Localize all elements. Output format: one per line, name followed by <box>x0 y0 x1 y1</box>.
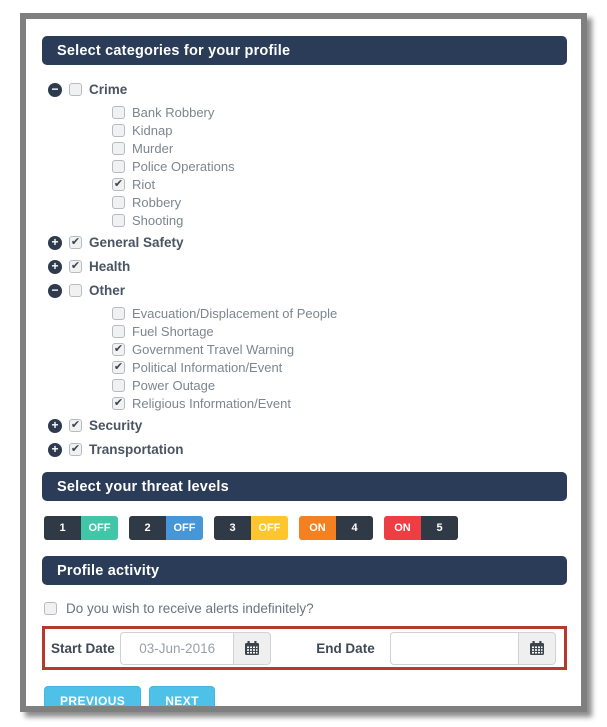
subcategory-row <box>112 123 567 137</box>
threat-level-state: ON <box>299 516 336 540</box>
subcategory-label: Political Information/Event <box>132 359 283 375</box>
subcategory-label: Murder <box>132 140 174 156</box>
subcategory-label: Police Operations <box>132 158 235 174</box>
category-checkbox[interactable]: ✔ <box>70 443 81 455</box>
threat-level-toggle-1[interactable] <box>44 516 118 540</box>
threat-level-toggles <box>44 516 567 540</box>
subcategory-checkbox[interactable]: ✔ <box>113 396 124 409</box>
start-date-label: Start Date <box>51 640 115 656</box>
categories-section-header <box>42 36 567 65</box>
indefinite-alerts-row <box>44 601 567 616</box>
threat-level-state: OFF <box>251 516 288 540</box>
threat-level-number: 2 <box>129 516 166 540</box>
subcategory-checkbox[interactable] <box>112 307 125 320</box>
indefinite-alerts-checkbox[interactable] <box>44 602 57 615</box>
subcategory-row <box>112 195 567 209</box>
category-label: Security <box>89 418 143 433</box>
threat-level-toggle-2[interactable] <box>129 516 203 540</box>
category-label: Crime <box>89 82 128 97</box>
category-row <box>48 258 567 275</box>
end-date-input[interactable] <box>390 632 518 665</box>
subcategory-row <box>112 378 567 392</box>
subcategory-label: Riot <box>132 176 156 192</box>
subcategory-row <box>112 324 567 338</box>
category-checkbox[interactable]: ✔ <box>70 419 81 431</box>
threat-section-header <box>42 472 567 501</box>
subcategory-row <box>112 141 567 155</box>
indefinite-alerts-label: Do you wish to receive alerts indefinitely? <box>66 601 314 616</box>
category-checkbox[interactable]: ✔ <box>70 236 81 248</box>
category-checkbox[interactable]: ✔ <box>70 260 81 272</box>
subcategory-label: Fuel Shortage <box>132 323 214 339</box>
category-label: Health <box>89 259 131 274</box>
subcategory-row <box>112 213 567 227</box>
next-button[interactable]: NEXT <box>149 686 215 712</box>
expand-icon[interactable]: + <box>48 443 62 457</box>
threat-section-title: Select your threat levels <box>57 478 229 495</box>
subcategory-checkbox[interactable]: ✔ <box>113 177 124 190</box>
threat-level-number: 4 <box>336 516 373 540</box>
subcategory-label: Power Outage <box>132 377 216 393</box>
threat-level-toggle-5[interactable] <box>384 516 458 540</box>
calendar-icon <box>244 640 260 656</box>
threat-level-number: 3 <box>214 516 251 540</box>
categories-section-title: Select categories for your profile <box>57 42 291 59</box>
collapse-icon[interactable]: − <box>48 83 62 97</box>
wizard-nav <box>44 686 567 712</box>
subcategory-checkbox[interactable] <box>112 196 125 209</box>
subcategory-row <box>112 177 567 191</box>
category-checkbox[interactable] <box>69 284 82 297</box>
subcategory-checkbox[interactable] <box>112 106 125 119</box>
end-date-calendar-button[interactable] <box>518 632 556 665</box>
start-date-group <box>120 632 271 665</box>
subcategory-checkbox[interactable] <box>112 214 125 227</box>
subcategory-label: Government Travel Warning <box>132 341 295 357</box>
subcategory-checkbox[interactable] <box>112 379 125 392</box>
category-checkbox[interactable] <box>69 83 82 96</box>
subcategory-checkbox[interactable]: ✔ <box>113 360 124 373</box>
category-row <box>48 81 567 98</box>
category-label: Other <box>89 283 126 298</box>
threat-level-number: 5 <box>421 516 458 540</box>
subcategory-row <box>112 105 567 119</box>
subcategory-row <box>112 396 567 410</box>
threat-level-state: OFF <box>166 516 203 540</box>
end-date-label: End Date <box>316 640 375 656</box>
expand-icon[interactable]: + <box>48 236 62 250</box>
subcategory-checkbox[interactable] <box>112 325 125 338</box>
category-row <box>48 282 567 299</box>
expand-icon[interactable]: + <box>48 419 62 433</box>
subcategory-checkbox[interactable] <box>112 124 125 137</box>
subcategory-checkbox[interactable]: ✔ <box>113 342 124 355</box>
subcategory-label: Kidnap <box>132 122 173 138</box>
threat-level-toggle-3[interactable] <box>214 516 288 540</box>
start-date-calendar-button[interactable] <box>233 632 271 665</box>
subcategory-label: Religious Information/Event <box>132 395 291 411</box>
expand-icon[interactable]: + <box>48 260 62 274</box>
category-label: Transportation <box>89 442 184 457</box>
collapse-icon[interactable]: − <box>48 284 62 298</box>
activity-section-title: Profile activity <box>57 562 160 579</box>
date-range-annotated-box <box>42 626 567 670</box>
category-row <box>48 441 567 458</box>
subcategory-label: Evacuation/Displacement of People <box>132 305 338 321</box>
start-date-input[interactable] <box>120 632 233 665</box>
profile-setup-panel <box>20 13 587 712</box>
subcategory-label: Shooting <box>132 212 184 228</box>
category-row <box>48 417 567 434</box>
subcategory-label: Bank Robbery <box>132 104 215 120</box>
subcategory-checkbox[interactable] <box>112 142 125 155</box>
category-row <box>48 234 567 251</box>
subcategory-checkbox[interactable] <box>112 160 125 173</box>
threat-level-toggle-4[interactable] <box>299 516 373 540</box>
category-tree <box>48 81 567 458</box>
end-date-group <box>390 632 556 665</box>
subcategory-row <box>112 306 567 320</box>
threat-level-state: ON <box>384 516 421 540</box>
threat-level-number: 1 <box>44 516 81 540</box>
activity-section-header <box>42 556 567 585</box>
category-label: General Safety <box>89 235 184 250</box>
subcategory-row <box>112 159 567 173</box>
threat-level-state: OFF <box>81 516 118 540</box>
calendar-icon <box>529 640 545 656</box>
subcategory-row <box>112 360 567 374</box>
previous-button[interactable]: PREVIOUS <box>44 686 141 712</box>
subcategory-row <box>112 342 567 356</box>
subcategory-label: Robbery <box>132 194 182 210</box>
